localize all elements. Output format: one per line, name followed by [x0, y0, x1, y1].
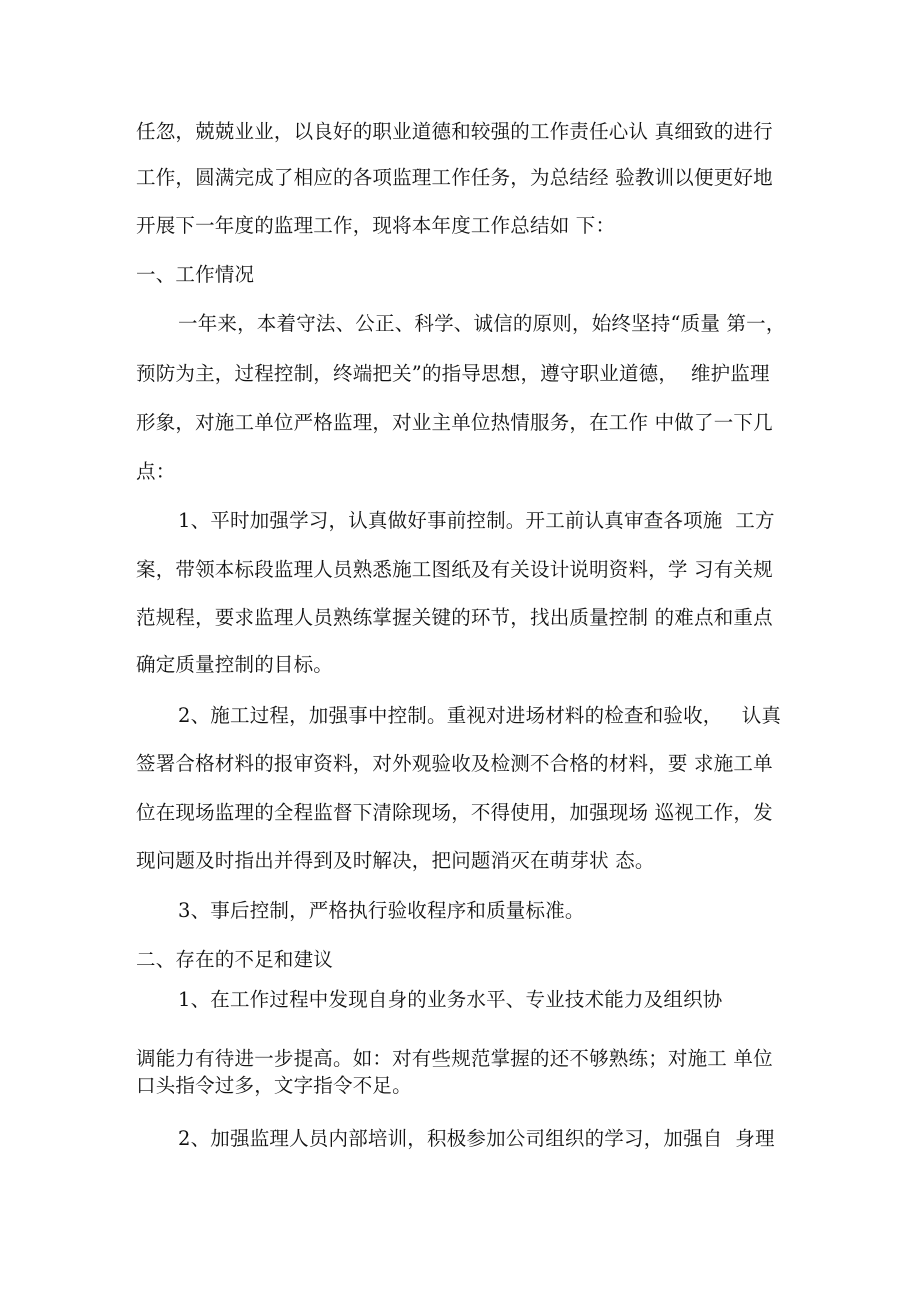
paragraph-line: 开展下一年度的监理工作，现将本年度工作总结如 下：	[136, 214, 616, 237]
paragraph-line: 1、平时加强学习，认真做好事前控制。开工前认真审查各项施 工方	[178, 509, 775, 532]
paragraph-line: 范规程，要求监理人员熟练掌握关键的环节，找出质量控制 的难点和重点	[136, 606, 773, 629]
paragraph-line: 预防为主，过程控制，终端把关”的指导思想，遵守职业道德， 维护监理	[136, 362, 770, 385]
section-heading: 二、存在的不足和建议	[136, 948, 334, 971]
paragraph-line: 工作，圆满完成了相应的各项监理工作任务，为总结经 验教训以便更好地	[136, 166, 773, 189]
paragraph-line: 一年来，本着守法、公正、科学、诚信的原则，始终坚持“质量 第一，	[178, 312, 786, 335]
paragraph-line: 点：	[136, 460, 176, 483]
section-heading: 一、工作情况	[136, 263, 255, 286]
paragraph-line: 3、事后控制，严格执行验收程序和质量标准。	[178, 899, 585, 922]
paragraph-line: 案，带领本标段监理人员熟悉施工图纸及有关设计说明资料，学 习有关规	[136, 558, 773, 581]
paragraph-line: 口头指令过多，文字指令不足。	[136, 1074, 412, 1097]
paragraph-line: 调能力有待进一步提高。如：对有些规范掌握的还不够熟练；对施工 单位	[136, 1047, 773, 1070]
paragraph-line: 位在现场监理的全程监督下清除现场，不得使用，加强现场 巡视工作，发	[136, 801, 773, 824]
paragraph-line: 签署合格材料的报审资料，对外观验收及检测不合格的材料，要 求施工单	[136, 752, 773, 775]
paragraph-line: 现问题及时指出并得到及时解决，把问题消灭在萌芽状 态。	[136, 849, 655, 872]
paragraph-line: 形象，对施工单位严格监理，对业主单位热情服务，在工作 中做了一下几	[136, 411, 773, 434]
paragraph-line: 确定质量控制的目标。	[136, 653, 334, 676]
paragraph-line: 2、施工过程，加强事中控制。重视对进场材料的检查和验收， 认真	[178, 704, 782, 727]
paragraph-line: 1、在工作过程中发现自身的业务水平、专业技术能力及组织协	[178, 988, 723, 1011]
paragraph-line: 2、加强监理人员内部培训，积极参加公司组织的学习，加强自 身理	[178, 1127, 775, 1150]
paragraph-line: 任忽，兢兢业业，以良好的职业道德和较强的工作责任心认 真细致的进行	[136, 120, 773, 143]
